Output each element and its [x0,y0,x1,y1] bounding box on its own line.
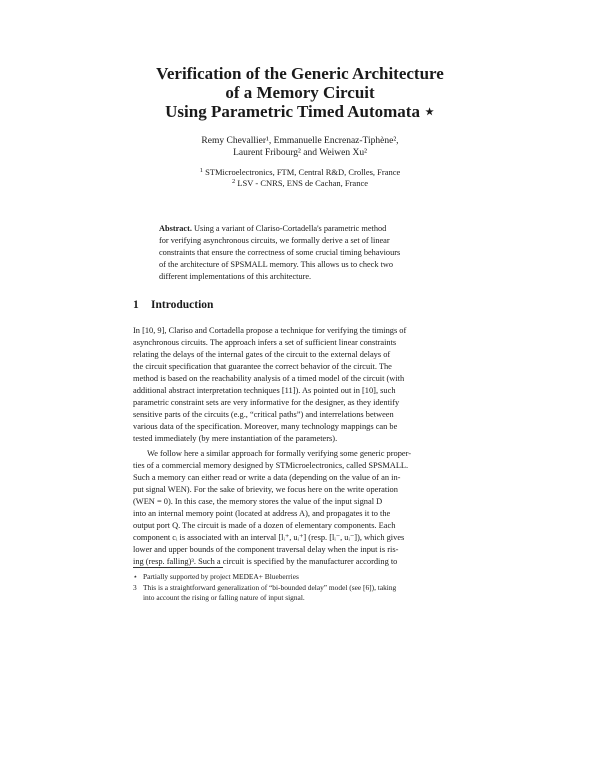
paragraph-line: ing (resp. falling)³. Such a circuit is specified by the manufacturer according to [133,557,398,566]
paragraph-line: sensitive parts of the circuits (e.g., “critical paths”) and interrelations between [133,410,394,419]
abstract-line: of the architecture of SPSMALL memory. This allows us to check two [159,260,394,269]
paragraph-line: the circuit specification that guarantee the correct behavior of the circuit. The [133,362,392,371]
footnote-star [133,572,471,582]
paragraph-line: lower and upper bounds of the component traversal delay when the input is ris- [133,545,399,554]
authors [100,135,500,159]
abstract [159,223,444,283]
paragraph-line: ties of a commercial memory designed by STMicroelectronics, called SPSMALL. [133,461,409,470]
paragraph-line: In [10, 9], Clariso and Cortadella propose a technique for verifying the timings of [133,326,407,335]
paragraph-line: put signal WEN). For the sake of brievity, we focus here on the write operation [133,485,398,494]
paragraph-line: output port Q. The circuit is made of a dozen of elementary components. Each [133,521,396,530]
footnote-text: Partially supported by project MEDEA+ Blueberries [143,572,299,581]
affiliation: $^1$ STMicroelectronics, FTM, Central R&D, Crolles, France [199,167,401,177]
abstract-line: for verifying asynchronous circuits, we formally derive a set of linear [159,236,390,245]
footnote-divider [133,567,223,568]
affiliation-text: LSV - CNRS, ENS de Cachan, France [237,178,368,188]
paragraph-line: method is based on the reachability analysis of a timed model of the circuit (with [133,374,405,383]
footnote-3 [133,583,471,603]
paragraph-line: (WEN = 0). In this case, the memory stores the value of the input signal D [133,497,383,506]
abstract-line: constraints that ensure the correctness of some crucial timing behaviours [159,248,401,257]
abstract-line: different implementations of this architecture. [159,272,312,281]
abstract-label: Abstract. [159,224,192,233]
footnote-text: into account the rising or falling nature of input signal. [143,593,305,602]
footnote-mark: 3 [133,583,137,592]
paragraph-line: various data of the specification. Moreover, many technology mappings can be [133,422,398,431]
paragraph-line: asynchronous circuits. The approach infers a set of sufficient linear constraints [133,338,397,347]
paper-title [100,64,500,121]
title-line: Verification of the Generic Architecture [156,64,444,83]
paragraph-line: into an internal memory point (located at address A), and propagates it to the [133,509,391,518]
section-heading [133,299,213,311]
paragraph-line: relating the delays of the internal gates of the circuit to the external delays of [133,350,391,359]
authors-line: Laurent Fribourg² and Weiwen Xu² [233,148,367,158]
affiliation-text: STMicroelectronics, FTM, Central R&D, Crolles, France [205,167,401,177]
paragraph-line: parametric constraint sets are very informative for the designer, as they identify [133,398,400,407]
affiliation: $^2$ LSV - CNRS, ENS de Cachan, France [231,178,368,188]
paragraph-2 [133,448,471,568]
title-line: of a Memory Circuit [225,83,375,102]
paragraph-line: additional abstract interpretation techniques [11]). As pointed out in [10], such [133,386,396,395]
abstract-text: Using a variant of Clariso-Cortadella's parametric method [194,224,387,233]
paragraph-1 [133,325,471,445]
paragraph-line: component cᵢ is associated with an interval [lᵢ⁺, uᵢ⁺] (resp. [lᵢ⁻, uᵢ⁻]), which gives [133,533,405,542]
footnote-mark: ⋆ [133,572,138,581]
affiliations [100,167,500,189]
paragraph-line: Such a memory can either read or write a data (depending on the value of an in- [133,473,401,482]
section-number: 1 [133,299,139,311]
section-title: Introduction [151,299,214,311]
title-line: Using Parametric Timed Automata ⋆ [165,102,435,121]
footnote-text: This is a straightforward generalization of “bi-bounded delay” model (see [6]), taking [143,583,397,592]
authors-line: Remy Chevallier¹, Emmanuelle Encrenaz-Tiphène², [201,136,399,146]
abstract-line [159,223,444,235]
paragraph-line: tested immediately (by mere instantiation of the parameters). [133,434,338,443]
paragraph-line: We follow here a similar approach for formally verifying some generic proper- [147,449,412,458]
